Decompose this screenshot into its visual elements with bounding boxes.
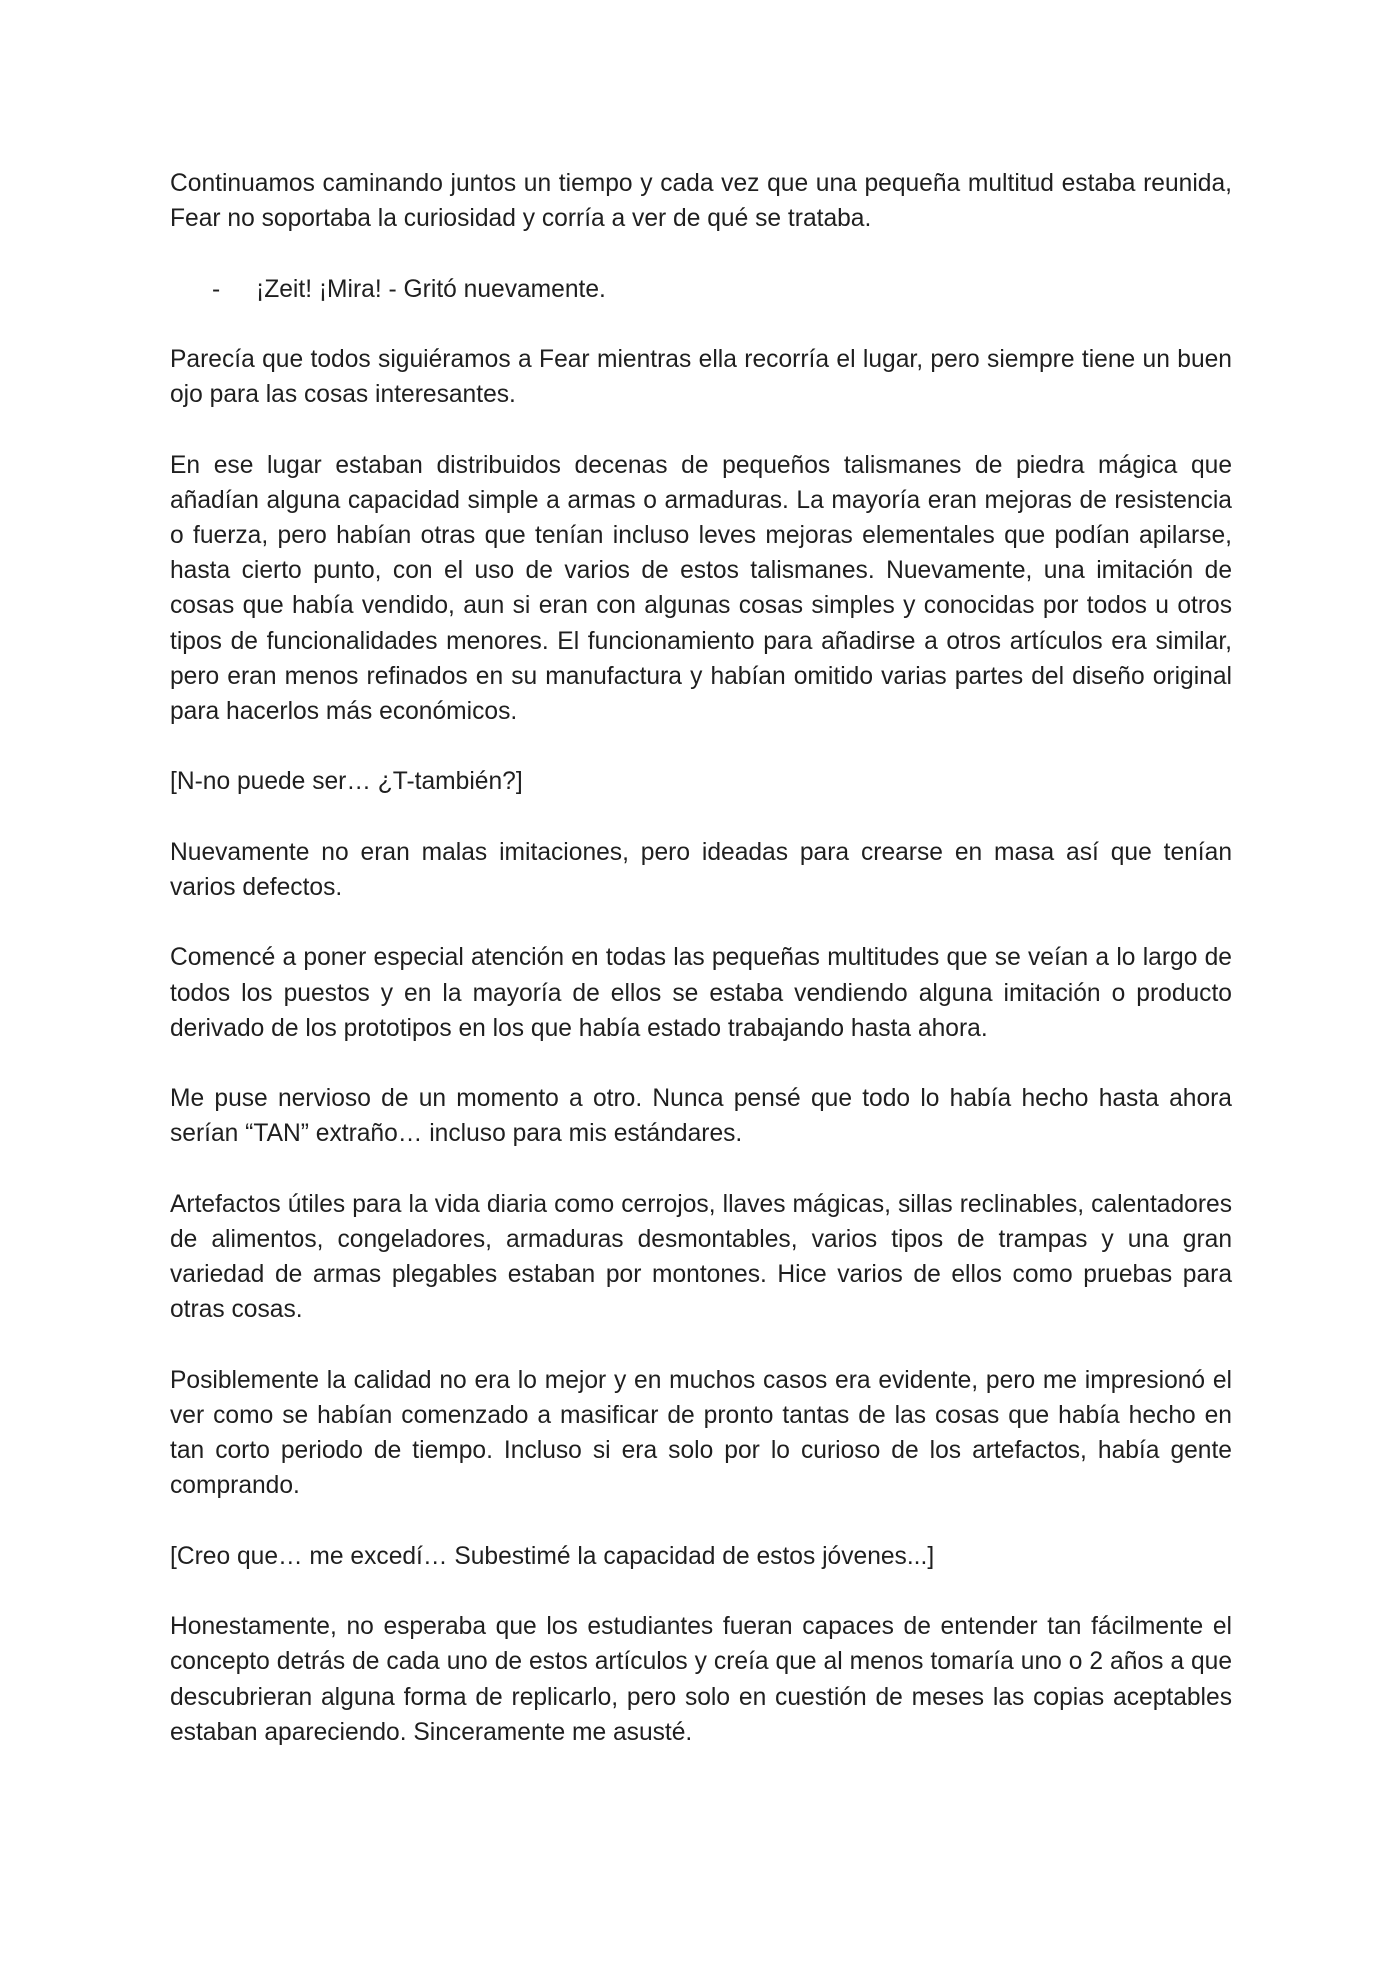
paragraph: Comencé a poner especial atención en todas las pequeñas multitudes que se veían a lo largo de todos los puestos y en la mayoría de ellos se estaba vendiendo alguna imitación o producto derivado de los prototipos en los que había estado trabajando hasta ahora. [170, 944, 1232, 1042]
paragraph: Artefactos útiles para la vida diaria como cerrojos, llaves mágicas, sillas reclinables, calentadores de alimentos, congeladores, armaduras desmontables, varios tipos de trampas y una gran variedad de armas plegables estaban por montones. Hice varios de ellos como pruebas para otras cosas. [170, 1190, 1232, 1324]
paragraph: Nuevamente no eran malas imitaciones, pero ideadas para crearse en masa así que tenían varios defectos. [170, 838, 1232, 901]
dialogue-text: ¡Zeit! ¡Mira! - Gritó nuevamente. [256, 275, 606, 303]
paragraph: Me puse nervioso de un momento a otro. Nunca pensé que todo lo había hecho hasta ahora serían “TAN” extraño… incluso para mis estándares. [170, 1085, 1232, 1148]
paragraph: En ese lugar estaban distribuidos decenas de pequeños talismanes de piedra mágica que añadían alguna capacidad simple a armas o armaduras. La mayoría eran mejoras de resistencia o fuerza, pero habían otras que tenían incluso leves mejoras elementales que podían apilarse, hasta cierto punto, con el uso de varios de estos talismanes. Nuevamente, una imitación de cosas que había vendido, aun si eran con algunas cosas simples y conocidas por todos u otros tipos de funcionalidades menores. El funcionamiento para añadirse a otros artículos era similar, pero eran menos refinados en su manufactura y habían omitido varias partes del diseño original para hacerlos más económicos. [170, 451, 1232, 725]
dialogue-dash: - [212, 275, 221, 303]
paragraph: Posiblemente la calidad no era lo mejor y en muchos casos era evidente, pero me impresionó el ver como se habían comenzado a masificar de pronto tantas de las cosas que había hecho en tan corto periodo de tiempo. Incluso si era solo por lo curioso de los artefactos, había gente comprando. [170, 1366, 1232, 1500]
paragraph: Honestamente, no esperaba que los estudiantes fueran capaces de entender tan fácilmente el concepto detrás de cada uno de estos artículos y creía que al menos tomaría uno o 2 años a que descubrieran alguna forma de replicarlo, pero solo en cuestión de meses las copias aceptables estaban apareciendo. Sinceramente me asusté. [170, 1613, 1232, 1746]
paragraph: Continuamos caminando juntos un tiempo y cada vez que una pequeña multitud estaba reunida, Fear no soportaba la curiosidad y corría a ver de qué se trataba. [170, 170, 1232, 233]
thought-line: [N-no puede ser… ¿T-también?] [170, 768, 523, 796]
thought-line: [Creo que… me excedí… Subestimé la capacidad de estos jóvenes...] [170, 1542, 935, 1570]
paragraph: Parecía que todos siguiéramos a Fear mientras ella recorría el lugar, pero siempre tiene un buen ojo para las cosas interesantes. [170, 345, 1232, 409]
document-body [170, 166, 1232, 1785]
dialogue-line [170, 272, 1232, 307]
